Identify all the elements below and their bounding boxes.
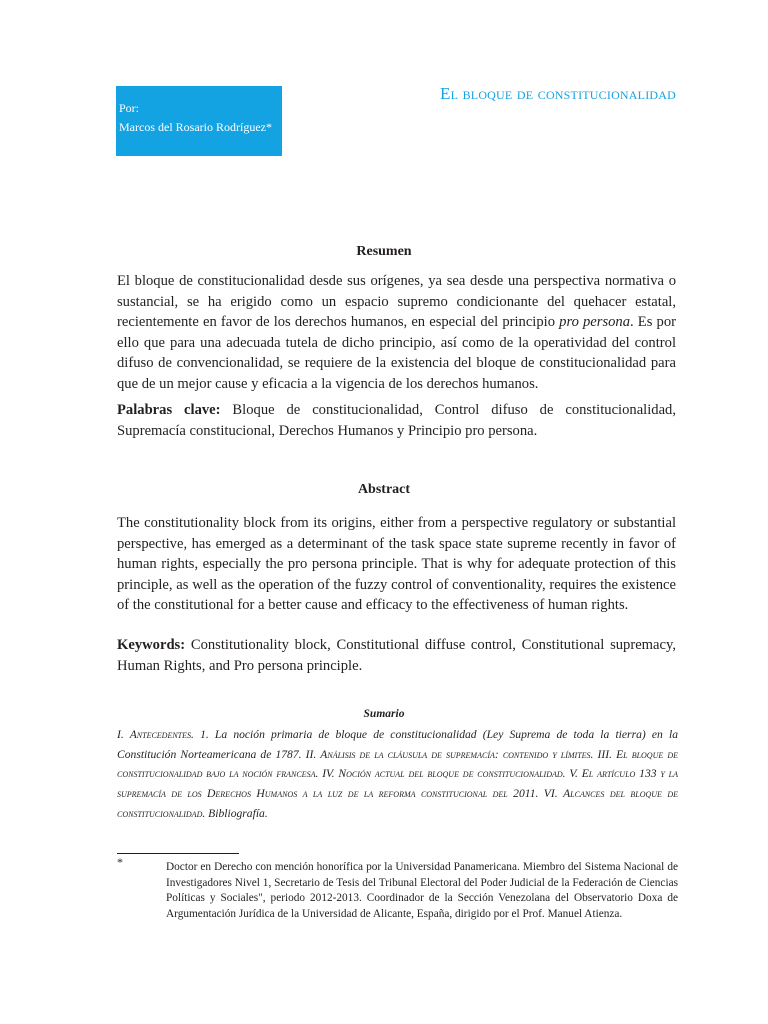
sumario-body bbox=[117, 725, 678, 824]
footnote-mark: * bbox=[117, 855, 123, 869]
palabras-clave-label: Palabras clave: bbox=[117, 402, 221, 418]
sumario-part: Análisis de la cláusula de supremacía: contenido y límites. bbox=[320, 747, 594, 761]
author-box bbox=[116, 86, 282, 156]
sumario-part: Noción actual del bloque de constitucionalidad. bbox=[338, 767, 566, 781]
footnote-text: Doctor en Derecho con mención honorífica por la Universidad Panamericana. Miembro del Sistema Nacional de Investigadores Nivel 1, Secretario de Tesis del Tribunal Electoral del Poder Judicial de la Federación de Ciencias Políticas y Sociales", periodo 2012-2013. Coordinador de la Sección Venezolana del Observatorio Doxa de Argumentación Jurídica de la Universidad de Alicante, España, dirigido por el Prof. Manuel Atienza. bbox=[166, 861, 678, 920]
abstract-heading: Abstract bbox=[357, 482, 411, 497]
sumario-part: Alcances del bloque de constitucionalidad. bbox=[117, 787, 678, 820]
resumen-body bbox=[117, 271, 676, 394]
resumen-text-italic: pro persona bbox=[559, 314, 631, 330]
sumario-part: Bibliografía. bbox=[205, 806, 268, 820]
author-name: Marcos del Rosario Rodríguez* bbox=[119, 120, 272, 134]
abstract-body: The constitutionality block from its origins, either from a perspective regulatory or substantial perspective, has emerged as a determinant of the task space state supreme recently in favor of human rights, especially the pro persona principle. That is why for adequate protection of this principle, as well as the operation of the fuzzy control of conventionality, requires the existence of the constitutional for a better cause and efficacy to the effectiveness of human rights. bbox=[117, 515, 676, 613]
resumen-text-1: El bloque de constitucionalidad desde sus orígenes, ya sea desde una perspectiva normativa o sustancial, se ha erigido como un espacio supremo condicionante del quehacer estatal, recientemente en favor de los derechos humanos, en especial del principio bbox=[117, 273, 676, 330]
palabras-clave-text: Bloque de constitucionalidad, Control difuso de constitucionalidad, Supremacía constitucional, Derechos Humanos y Principio pro persona. bbox=[117, 402, 676, 439]
sumario-part: y la supremacía de los Derechos Humanos a la luz de la reforma constitucional del bbox=[117, 767, 678, 801]
footnote-divider bbox=[117, 853, 239, 854]
author-prefix: Por: bbox=[119, 101, 140, 115]
keywords-label: Keywords: bbox=[117, 637, 186, 653]
resumen-text-2: . Es por ello que para una adecuada tutela de dicho principio, así como de la operatividad del control difuso de convencionalidad, se requiere de la existencia del bloque de constitucionalidad para que de un mejor cause y eficacia a la vigencia de los derechos humanos. bbox=[117, 314, 676, 392]
sumario-part: 133 bbox=[635, 767, 661, 781]
resumen-heading: Resumen bbox=[356, 244, 412, 259]
palabras-clave bbox=[117, 400, 676, 441]
sumario-part: 1. La noción primaria de bloque de constitucionalidad (Ley Suprema de toda la tierra) en la Constitución Norteamericana de 1787. II. bbox=[117, 728, 678, 761]
article-title: El bloque de constitucionalidad bbox=[440, 84, 676, 103]
keywords bbox=[117, 635, 676, 676]
sumario-part: V. bbox=[565, 767, 582, 781]
sumario-part: IV. bbox=[318, 767, 339, 781]
keywords-text: Constitutionality block, Constitutional diffuse control, Constitutional supremacy, Human Rights, and Pro persona principle. bbox=[117, 637, 676, 674]
sumario-part: III. bbox=[593, 747, 617, 761]
sumario-part: 2011. VI. bbox=[507, 787, 564, 801]
sumario-part: I. Antecedentes. bbox=[117, 728, 194, 741]
sumario-part: El bloque de constitucionalidad bajo la noción francesa. bbox=[117, 747, 678, 781]
sumario-part: El artículo bbox=[581, 767, 636, 781]
sumario-heading: Sumario bbox=[363, 708, 405, 720]
